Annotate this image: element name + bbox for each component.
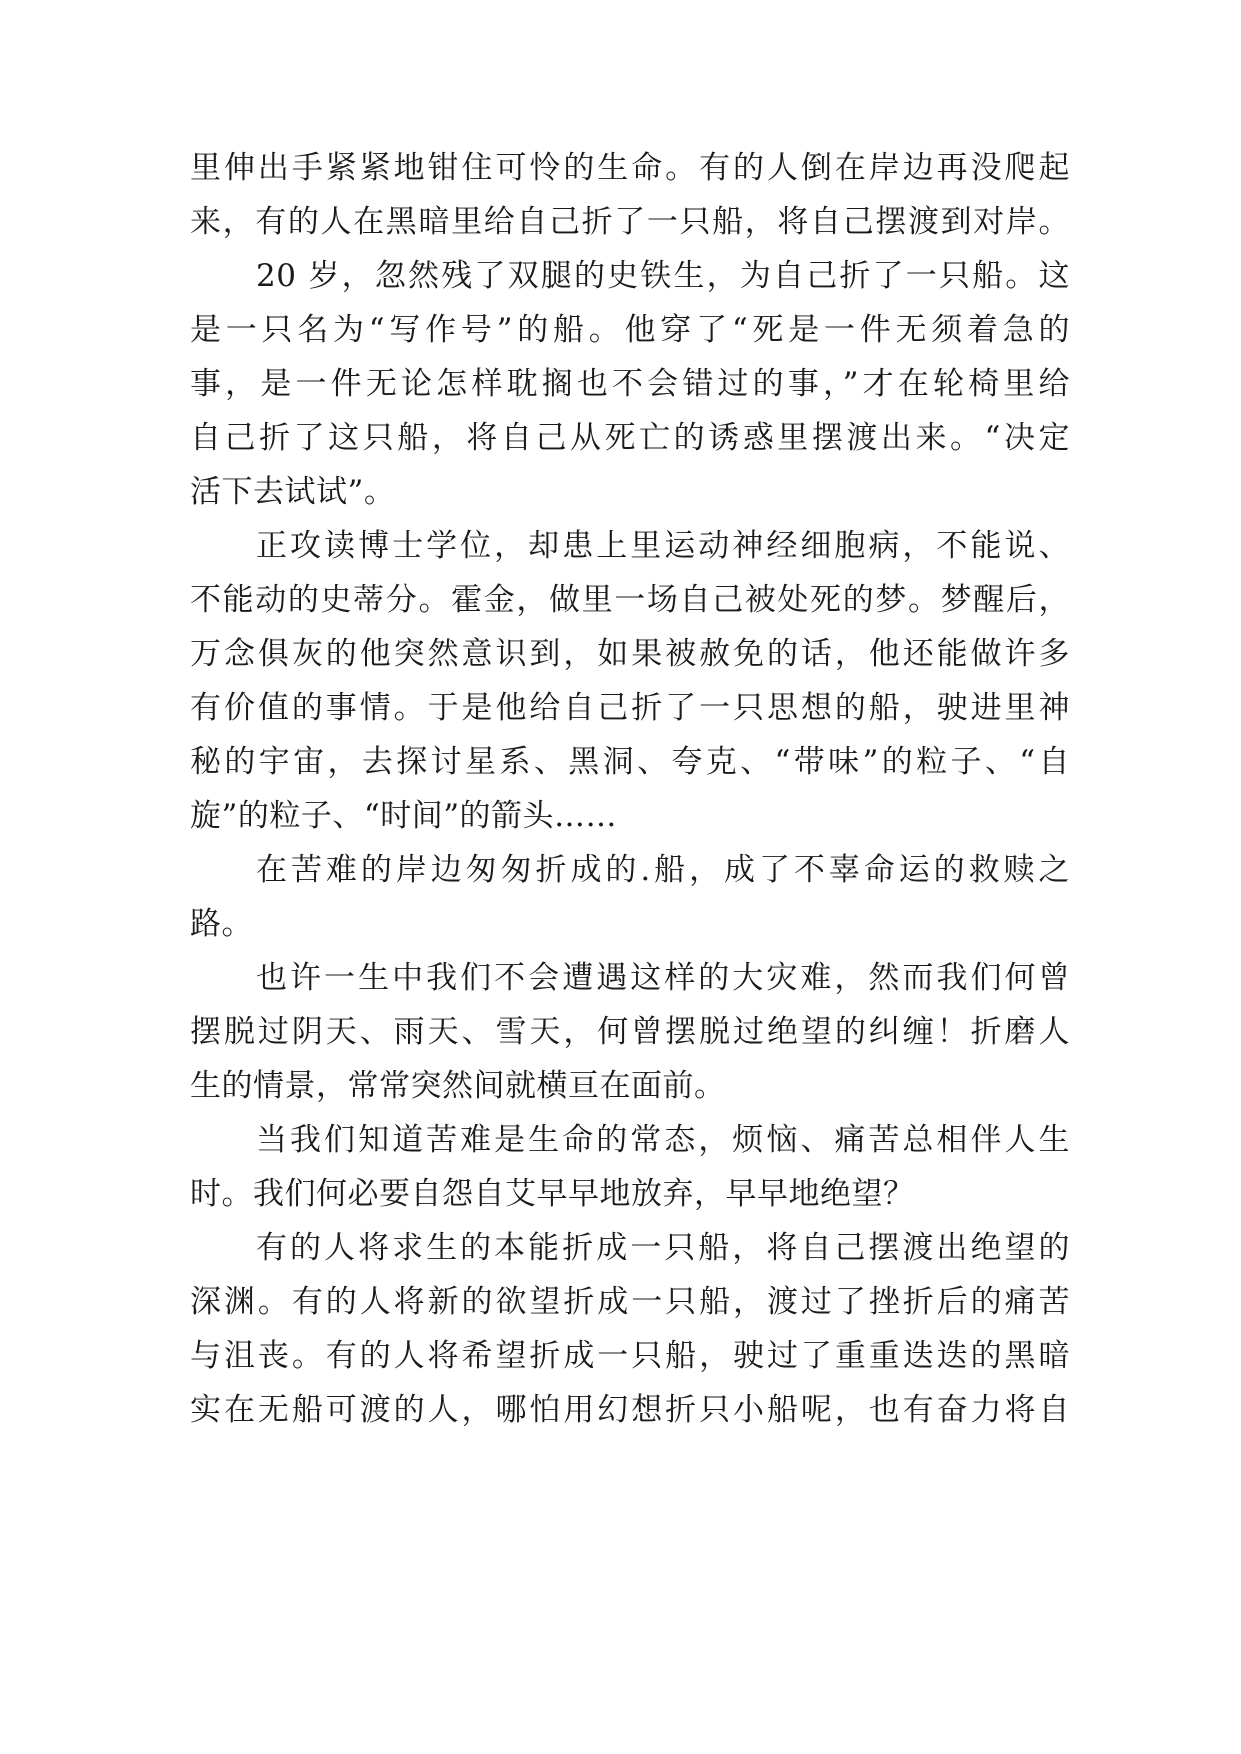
paragraph-first-line: 20 岁，忽然残了双腿的史铁生，为自己折了一只船。这	[256, 258, 1070, 294]
paragraph-first-line: 也许一生中我们不会遭遇这样的大灾难，然而我们何曾	[256, 960, 1070, 996]
text-line: 自己折了这只船，将自己从死亡的诱惑里摆渡出来。“决定	[190, 420, 1070, 456]
paragraph-last-line: 路。	[190, 906, 253, 942]
paragraph-first-line: 正攻读博士学位，却患上里运动神经细胞病，不能说、	[256, 528, 1070, 564]
paragraph-first-line: 当我们知道苦难是生命的常态，烦恼、痛苦总相伴人生	[256, 1122, 1070, 1158]
text-line: 来，有的人在黑暗里给自己折了一只船，将自己摆渡到对岸。	[190, 204, 1070, 240]
text-line: 深渊。有的人将新的欲望折成一只船，渡过了挫折后的痛苦	[190, 1284, 1070, 1320]
paragraph-last-line: 时。我们何必要自怨自艾早早地放弃，早早地绝望？	[190, 1176, 915, 1212]
text-line: 万念俱灰的他突然意识到，如果被赦免的话，他还能做许多	[190, 636, 1070, 672]
text-line: 与沮丧。有的人将希望折成一只船，驶过了重重迭迭的黑暗	[190, 1338, 1070, 1374]
text-line: 里伸出手紧紧地钳住可怜的生命。有的人倒在岸边再没爬起	[190, 150, 1070, 186]
text-line: 有价值的事情。于是他给自己折了一只思想的船，驶进里神	[190, 690, 1070, 726]
text-line: 事，是一件无论怎样耽搁也不会错过的事，”才在轮椅里给	[190, 366, 1070, 402]
text-line: 秘的宇宙，去探讨星系、黑洞、夸克、“带味”的粒子、“自	[190, 744, 1070, 780]
paragraph-first-line: 在苦难的岸边匆匆折成的.船，成了不辜命运的救赎之	[256, 852, 1070, 888]
paragraph-last-line: 生的情景，常常突然间就横亘在面前。	[190, 1068, 726, 1104]
paragraph-last-line: 旋”的粒子、“时间”的箭头……	[190, 798, 618, 834]
text-line: 是一只名为“写作号”的船。他穿了“死是一件无须着急的	[190, 312, 1070, 348]
text-line: 不能动的史蒂分。霍金，做里一场自己被处死的梦。梦醒后，	[190, 582, 1070, 618]
text-line: 摆脱过阴天、雨天、雪天，何曾摆脱过绝望的纠缠！折磨人	[190, 1014, 1070, 1050]
paragraph-last-line: 活下去试试”。	[190, 474, 396, 510]
text-line: 实在无船可渡的人，哪怕用幻想折只小船呢，也有奋力将自	[190, 1392, 1070, 1428]
paragraph-first-line: 有的人将求生的本能折成一只船，将自己摆渡出绝望的	[256, 1230, 1070, 1266]
